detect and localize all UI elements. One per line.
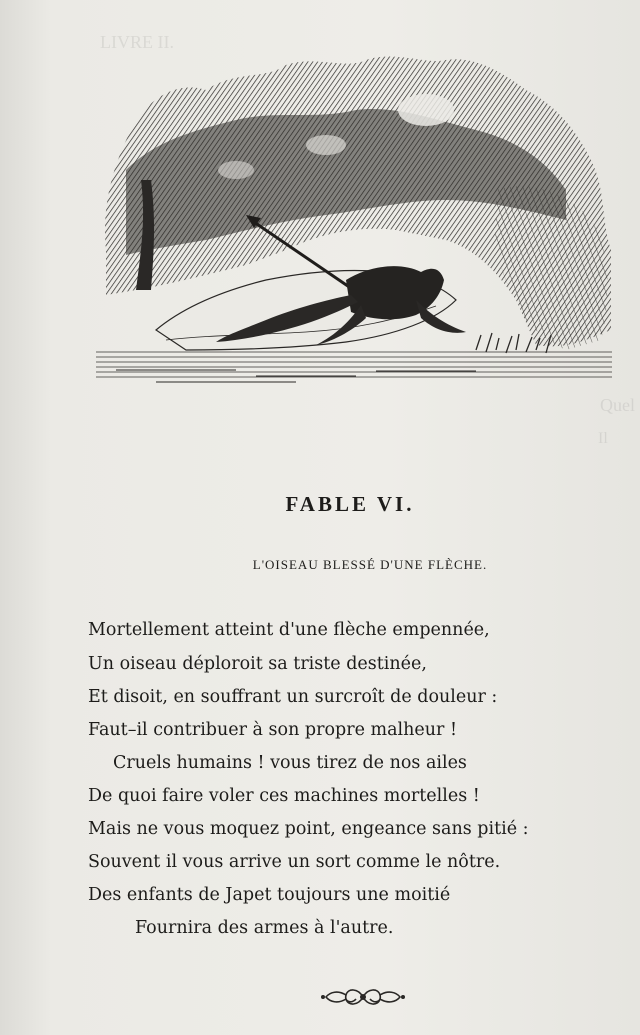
fable-subtitle: L'OISEAU BLESSÉ D'UNE FLÈCHE. [252, 557, 488, 572]
verse-line-10: Fournira des armes à l'autre. [135, 918, 394, 938]
verse-line-8: Souvent il vous arrive un sort comme le nôtre. [88, 852, 501, 872]
verse-line-3: Et disoit, en souffrant un surcroît de douleur : [88, 687, 498, 707]
bleed-through-header: LIVRE II. [100, 32, 174, 52]
verse-line-7: Mais ne vous moquez point, engeance sans pitié : [88, 819, 529, 839]
bleed-through-text: Quel [600, 395, 635, 415]
bleed-through-text-2: Il [598, 430, 608, 447]
verse-line-6: De quoi faire voler ces machines mortelles ! [88, 786, 480, 806]
wounded-bird-illustration [96, 50, 612, 400]
verse-line-4: Faut–il contribuer à son propre malheur ! [88, 720, 457, 740]
verse-line-5: Cruels humains ! vous tirez de nos ailes [113, 753, 467, 773]
floral-ornament-icon [318, 980, 408, 1014]
verse-line-2: Un oiseau déploroit sa triste destinée, [88, 654, 427, 674]
fable-title: FABLE VI. [285, 492, 415, 516]
verse-line-9: Des enfants de Japet toujours une moitié [88, 885, 451, 905]
verse-line-1: Mortellement atteint d'une flèche empennée, [88, 620, 490, 640]
